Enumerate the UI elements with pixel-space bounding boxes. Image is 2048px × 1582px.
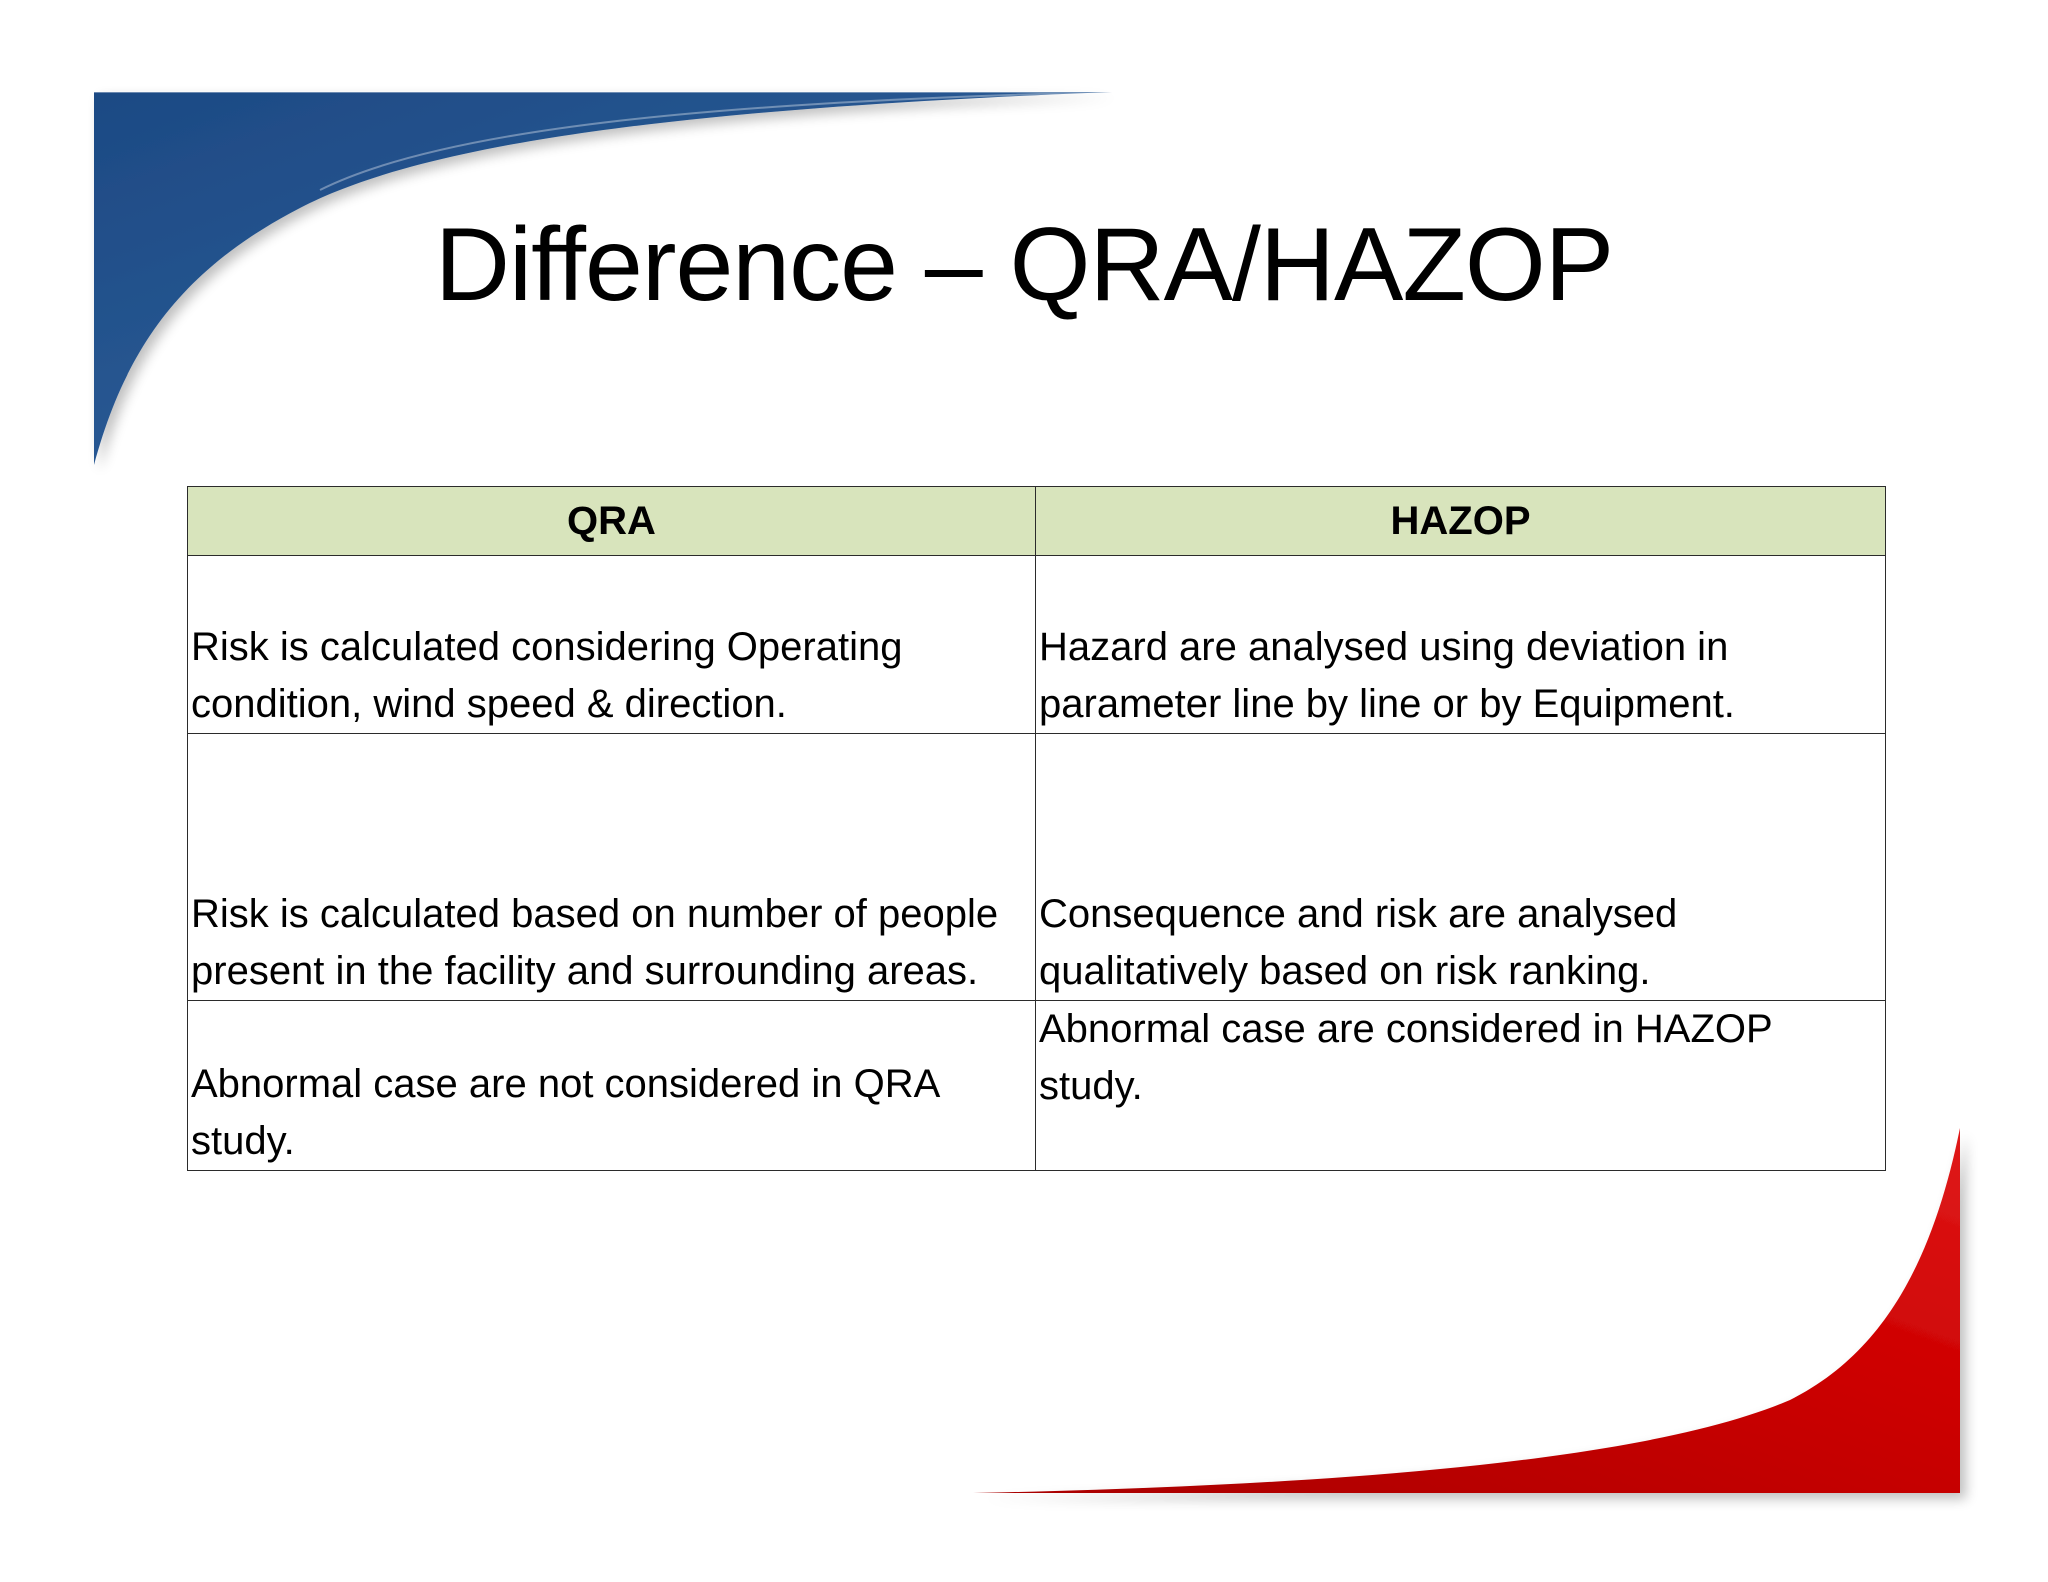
slide-title: Difference – QRA/HAZOP — [434, 207, 1614, 323]
table-cell-hazop: Consequence and risk are analysed qualitatively based on risk ranking. — [1036, 734, 1886, 1001]
table-row — [188, 734, 1886, 1001]
red-swoosh-shape — [973, 1128, 1960, 1493]
comparison-table — [187, 486, 1886, 1171]
table-row — [188, 556, 1886, 734]
column-header-hazop: HAZOP — [1036, 487, 1886, 556]
table-header-row — [188, 487, 1886, 556]
column-header-qra: QRA — [188, 487, 1036, 556]
table-row — [188, 1001, 1886, 1171]
table-cell-qra: Risk is calculated considering Operating condition, wind speed & direction. — [188, 556, 1036, 734]
table-cell-hazop: Abnormal case are considered in HAZOP study. — [1036, 1001, 1886, 1171]
table-cell-hazop: Hazard are analysed using deviation in parameter line by line or by Equipment. — [1036, 556, 1886, 734]
table-cell-qra: Risk is calculated based on number of people present in the facility and surrounding areas. — [188, 734, 1036, 1001]
table-cell-qra: Abnormal case are not considered in QRA study. — [188, 1001, 1036, 1171]
